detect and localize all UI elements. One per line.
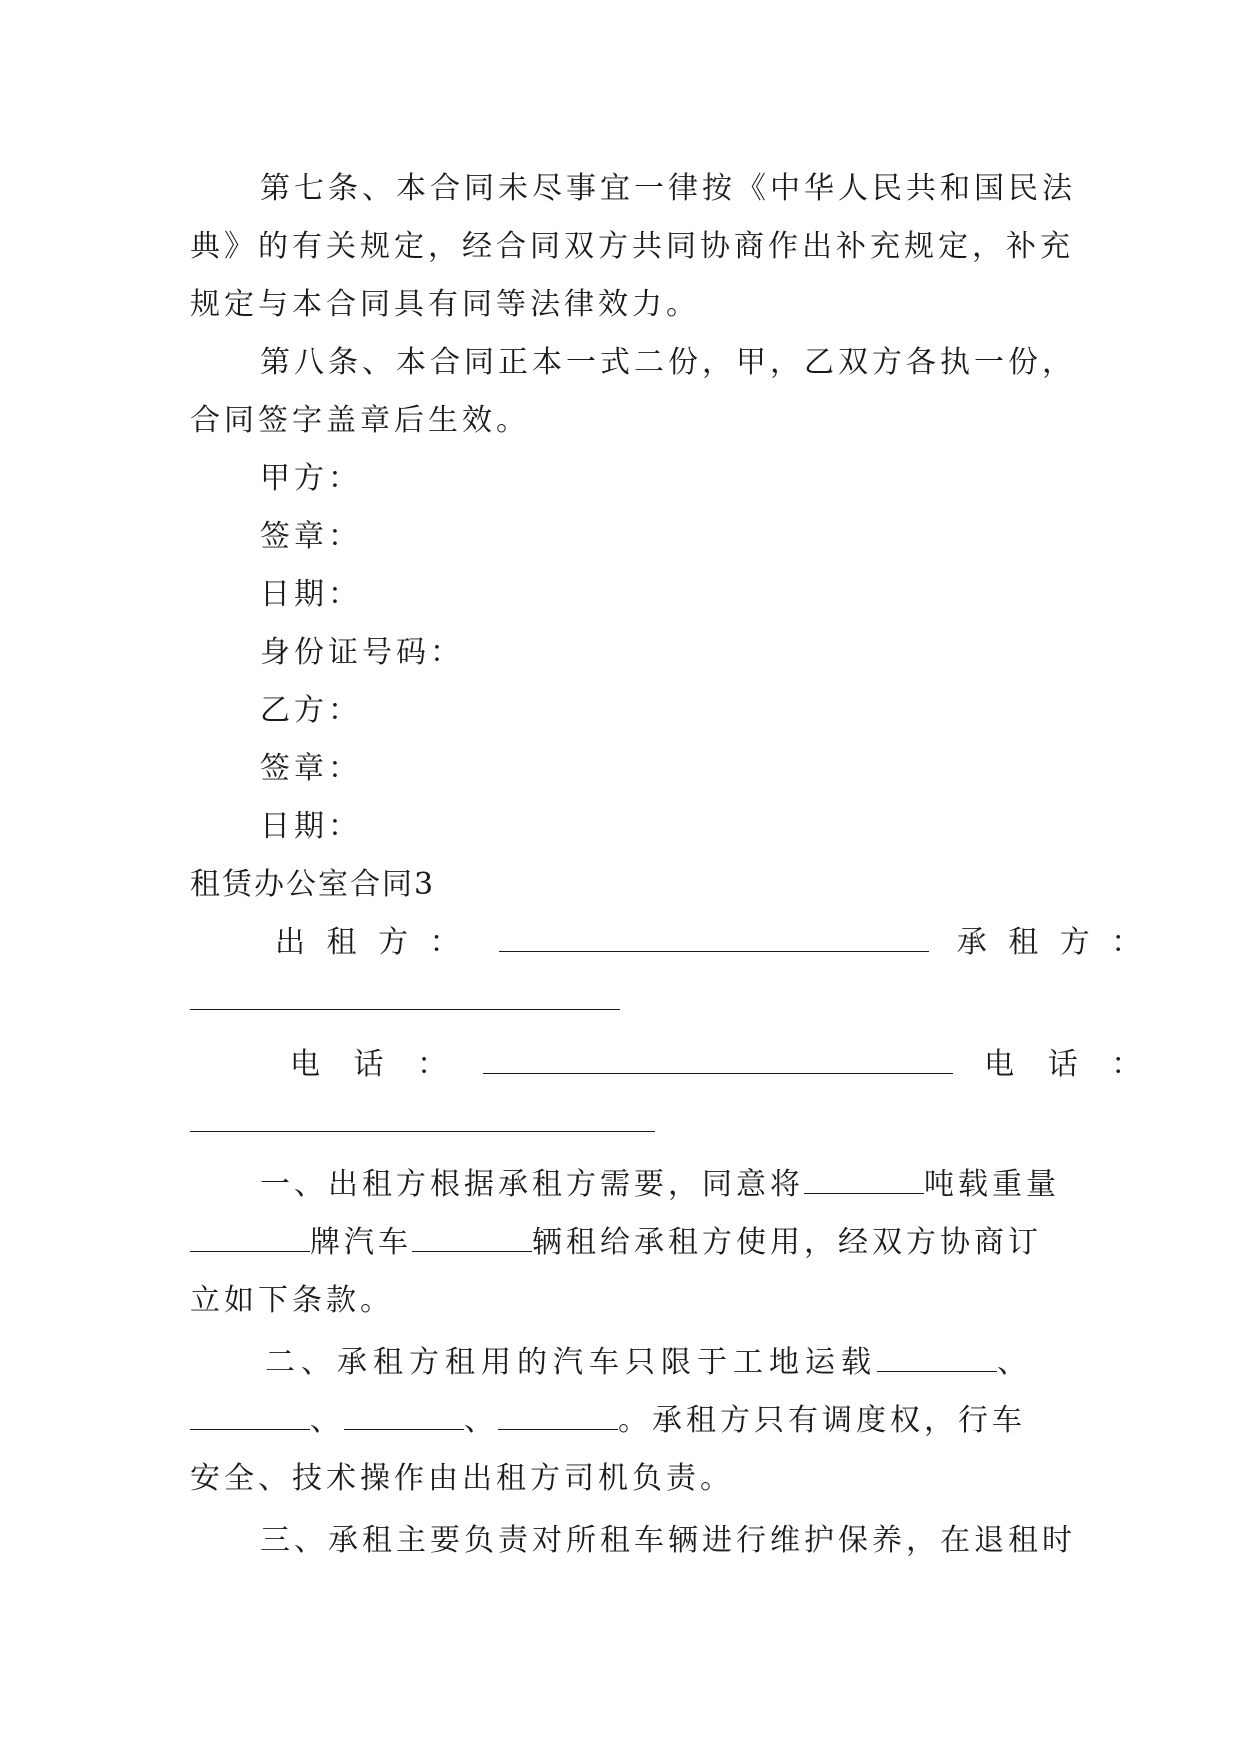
vehicle-count-blank [412,1225,532,1252]
lessor-label: 出 租 方 ： [275,925,466,960]
clause8-line1: 第八条、本合同正本一式二份，甲，乙双方各执一份， [260,345,1076,380]
lessee-blank [190,983,620,1010]
item2-line2 [190,1392,1050,1450]
tonnage-blank [804,1167,924,1194]
item2-text-2: 。承租方只有调度权，行车 [618,1403,1026,1438]
party-a-id: 身份证号码： [260,635,464,670]
item2-text-1: 二、承租方租用的汽车只限于工地运载 [265,1345,877,1380]
party-a-label: 甲方： [260,461,362,496]
lessor-blank [499,925,929,952]
item1-text-1: 一、出租方根据承租方需要，同意将 [260,1167,804,1202]
phone-label-1: 电 话 ： [290,1047,460,1082]
site-blank-1 [877,1345,997,1372]
party-a-date: 日期： [260,577,362,612]
item1-line1 [190,1156,1060,1214]
phone-blank-row [190,1094,1050,1152]
phone-blank-1 [483,1047,953,1074]
site-blank-2 [190,1403,310,1430]
site-blank-3 [344,1403,464,1430]
brand-blank [190,1225,310,1252]
item2-sep-1: 、 [997,1345,1033,1380]
contract3-title: 租赁办公室合同3 [190,867,436,902]
party-b-label: 乙方： [260,693,362,728]
item1-line2 [190,1214,1050,1272]
document-page [190,160,1154,1570]
item1-line3: 立如下条款。 [190,1283,394,1318]
party-a-seal: 签章： [260,519,362,554]
clause7-line1: 第七条、本合同未尽事宜一律按《中华人民共和国民法 [260,171,1076,206]
item2-line1 [190,1334,1050,1392]
phone-row [190,1036,1154,1094]
site-blank-4 [498,1403,618,1430]
item1-text-2: 吨载重量 [924,1167,1060,1202]
clause7-line2: 典》的有关规定，经合同双方共同协商作出补充规定，补充 [190,229,1074,264]
lessee-blank-row [190,972,1050,1030]
item3-line1: 三、承租主要负责对所租车辆进行维护保养，在退租时 [260,1523,1076,1558]
party-b-date: 日期： [260,809,362,844]
lessee-label: 承 租 方 ： [956,925,1148,960]
phone-blank-2 [190,1105,655,1132]
item2-sep-2: 、 [310,1403,344,1438]
lessor-lessee-row [190,914,1148,972]
clause7-line3: 规定与本合同具有同等法律效力。 [190,287,700,322]
party-b-seal: 签章： [260,751,362,786]
item2-line3: 安全、技术操作由出租方司机负责。 [190,1461,734,1496]
item2-sep-3: 、 [464,1403,498,1438]
item1-text-3: 牌汽车 [310,1225,412,1260]
item1-text-4: 辆租给承租方使用，经双方协商订 [532,1225,1042,1260]
phone-label-2: 电 话 ： [984,1047,1154,1082]
clause8-line2: 合同签字盖章后生效。 [190,403,530,438]
